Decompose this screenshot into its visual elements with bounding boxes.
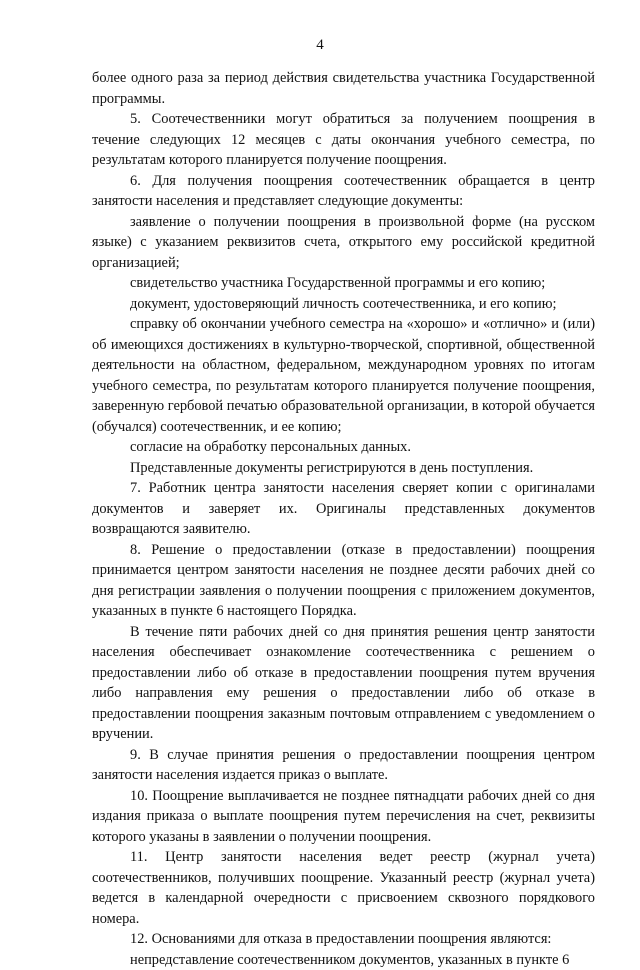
page-number: 4 xyxy=(0,36,640,54)
list-item-consent: согласие на обработку персональных данных. xyxy=(92,437,595,458)
paragraph-item-5: 5. Соотечественники могут обратиться за получением поощрения в течение следующих 12 месяцев с даты окончания учебного семестра, по результатам которого планируется получение поощрения. xyxy=(92,109,595,171)
paragraph-item-10: 10. Поощрение выплачивается не позднее пятнадцати рабочих дней со дня издания приказа о выплате поощрения путем перечисления на счет, реквизиты которого указаны в заявлении о получении поощрения. xyxy=(92,786,595,848)
paragraph-notification: В течение пяти рабочих дней со дня принятия решения центр занятости населения обеспечивает ознакомление соотечественника с решением о предоставлении либо об отказе в предоставлении поощрения путем вручения либо направления ему решения о предоставлении либо об отказе в предоставлении поощрения заказным почтовым отправлением с уведомлением о вручении. xyxy=(92,622,595,745)
paragraph-item-12: 12. Основаниями для отказа в предоставлении поощрения являются: xyxy=(92,929,595,950)
paragraph-item-9: 9. В случае принятия решения о предоставлении поощрения центром занятости населения издается приказ о выплате. xyxy=(92,745,595,786)
paragraph-item-11: 11. Центр занятости населения ведет реестр (журнал учета) соотечественников, получивших поощрение. Указанный реестр (журнал учета) ведется в календарной очередности с присвоением сквозного порядкового номера. xyxy=(92,847,595,929)
list-item-missing-documents: непредставление соотечественником документов, указанных в пункте 6 xyxy=(92,950,595,970)
paragraph-continuation: более одного раза за период действия свидетельства участника Государственной программы. xyxy=(92,68,595,109)
paragraph-item-6: 6. Для получения поощрения соотечественник обращается в центр занятости населения и представляет следующие документы: xyxy=(92,171,595,212)
list-item-certificate: свидетельство участника Государственной программы и его копию; xyxy=(92,273,595,294)
list-item-identity-document: документ, удостоверяющий личность соотечественника, и его копию; xyxy=(92,294,595,315)
paragraph-registration: Представленные документы регистрируются в день поступления. xyxy=(92,458,595,479)
document-body xyxy=(92,68,595,970)
paragraph-item-7: 7. Работник центра занятости населения сверяет копии с оригиналами документов и заверяет их. Оригиналы представленных документов возвращаются заявителю. xyxy=(92,478,595,540)
paragraph-item-8: 8. Решение о предоставлении (отказе в предоставлении) поощрения принимается центром занятости населения не позднее десяти рабочих дней со дня регистрации заявления о получении поощрения с приложением документов, указанных в пункте 6 настоящего Порядка. xyxy=(92,540,595,622)
list-item-semester-reference: справку об окончании учебного семестра на «хорошо» и «отлично» и (или) об имеющихся достижениях в культурно-творческой, спортивной, общественной деятельности на областном, федеральном, международном уровнях по итогам учебного семестра, по результатам которого планируется получение поощрения, заверенную гербовой печатью образовательной организации, в которой обучается (обучался) соотечественник, и ее копию; xyxy=(92,314,595,437)
list-item-application: заявление о получении поощрения в произвольной форме (на русском языке) с указанием реквизитов счета, открытого ему российской кредитной организацией; xyxy=(92,212,595,274)
